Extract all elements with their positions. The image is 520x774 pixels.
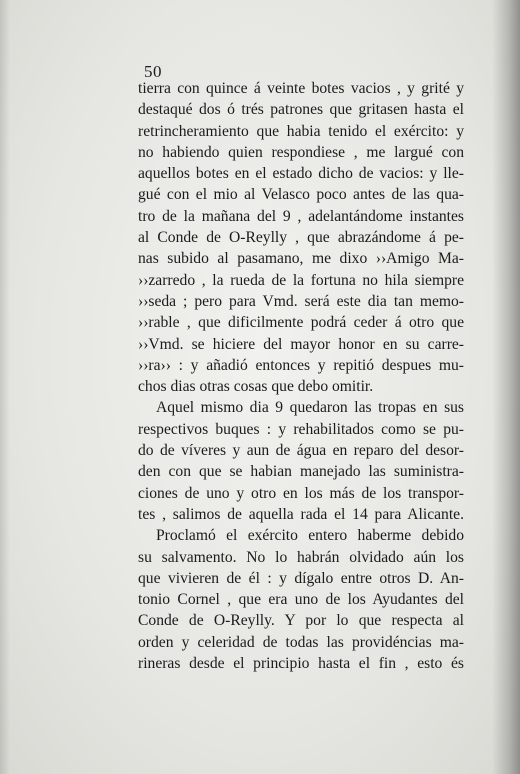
text-line: retrincheramiento que habia tenido el exército: y: [138, 122, 464, 140]
text-line: destaqué dos ó trés patrones que gritasen hasta el: [138, 101, 464, 119]
text-line: gué con el mio al Velasco poco antes de las qua-: [138, 186, 464, 204]
text-line: rineras desde el principio hasta el fin , esto és: [138, 655, 464, 673]
text-line: den con que se habian manejado las suministra-: [138, 463, 464, 481]
text-line: tierra con quince á veinte botes vacios , y grité y: [138, 80, 464, 97]
paragraph-3: [138, 525, 464, 674]
page-text: [138, 78, 464, 674]
text-line: Proclamó el exército entero haberme debido: [156, 527, 464, 545]
text-line: ››rable , que dificilmente podrá ceder á otro que: [138, 314, 464, 332]
gutter-shadow: [492, 0, 520, 774]
text-line: chos dias otras cosas que debo omitir.: [138, 378, 374, 396]
text-line: aquellos botes en el estado dicho de vacios: y lle-: [138, 165, 464, 183]
text-line: respectivos buques : y rehabilitados como se pu-: [138, 420, 464, 438]
page-number: 50: [144, 62, 162, 81]
text-line: ciones de uno y otro en los más de los transpor-: [138, 484, 464, 502]
text-line: nas subido al pasamano, me dixo ››Amigo Ma-: [138, 250, 464, 268]
paragraph-2: [138, 397, 464, 525]
text-line: ››seda ; pero para Vmd. será este dia tan memo-: [138, 292, 464, 310]
text-line: tes , salimos de aquella rada el 14 para Alicante.: [138, 505, 464, 523]
text-line: orden y celeridad de todas las providéncias ma-: [138, 633, 464, 651]
text-line: no habiendo quien respondiese , me largué con: [138, 143, 464, 161]
text-line: Aquel mismo dia 9 quedaron las tropas en sus: [156, 399, 464, 417]
paragraph-1: [138, 78, 464, 397]
text-line: ››zarredo , la rueda de la fortuna no hila siempre: [138, 271, 464, 289]
text-line: do de víveres y aun de água en reparo del desor-: [138, 442, 464, 460]
text-line: al Conde de O-Reylly , que abrazándome á pe-: [138, 229, 464, 247]
text-line: que vivieren de él : y dígalo entre otros D. An-: [138, 569, 464, 587]
text-line: ››Vmd. se hiciere del mayor honor en su carre-: [138, 335, 464, 353]
text-line: tonio Cornel , que era uno de los Ayudantes del: [138, 591, 464, 609]
text-line: su salvamento. No lo habrán olvidado aún los: [138, 548, 464, 566]
text-line: ››ra›› : y añadió entonces y repitió despues mu-: [138, 356, 464, 374]
page-edge-shadow: [0, 0, 10, 774]
text-line: tro de la mañana del 9 , adelantándome instantes: [138, 207, 464, 225]
text-line: Conde de O-Reylly. Y por lo que respecta al: [138, 612, 464, 630]
